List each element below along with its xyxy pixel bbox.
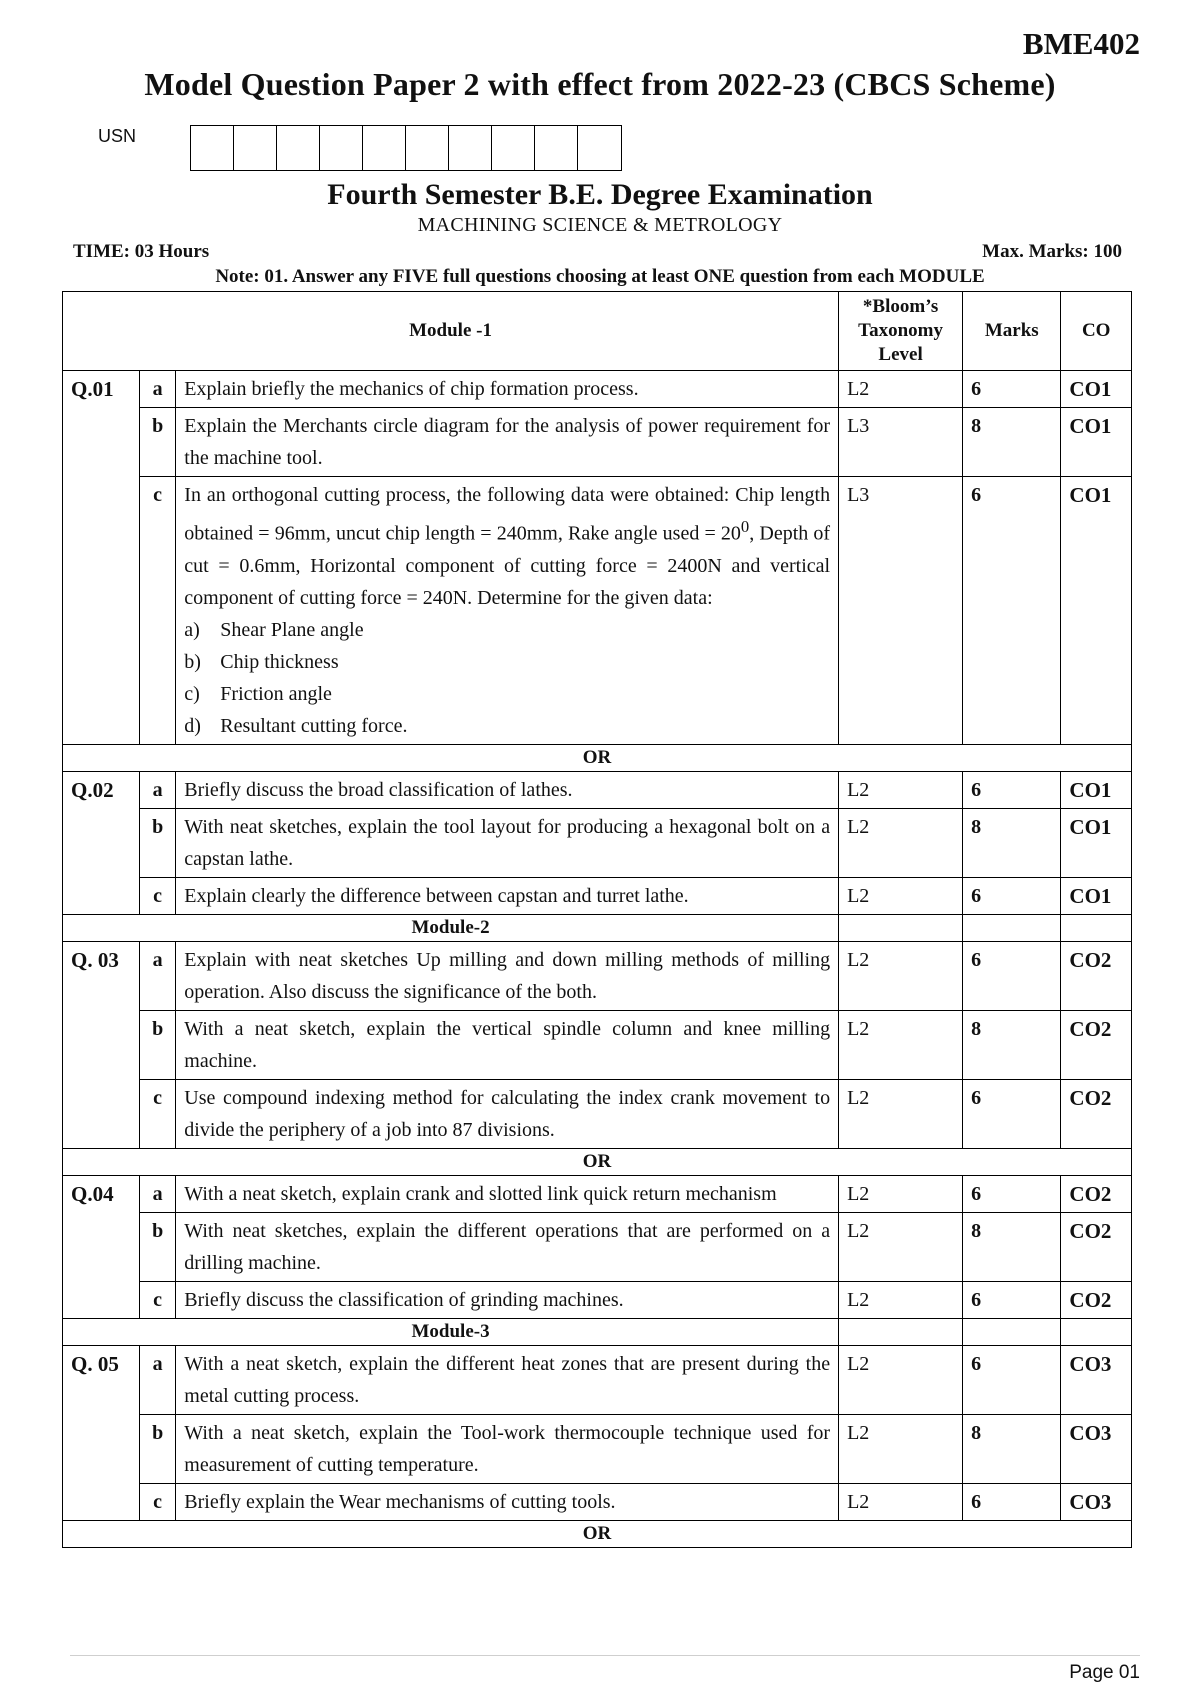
max-marks: Max. Marks: 100 [982, 241, 1122, 262]
usn-box[interactable] [234, 126, 277, 170]
sub-item-label: a) [184, 618, 200, 641]
sub-item-label: b) [184, 650, 201, 673]
sub-item-label: d) [184, 714, 201, 737]
table-row [63, 1212, 1132, 1281]
co-value: CO2 [1061, 1281, 1132, 1318]
part-label: b [139, 1010, 175, 1079]
degree-superscript: 0 [740, 517, 750, 536]
marks-value: 8 [963, 408, 1061, 477]
marks-value: 8 [963, 1212, 1061, 1281]
marks-value: 6 [963, 941, 1061, 1010]
part-label: b [139, 808, 175, 877]
table-header-row [63, 292, 1132, 371]
blooms-level: L2 [839, 771, 963, 808]
blooms-level: L2 [839, 1345, 963, 1414]
co-heading: CO [1061, 292, 1132, 371]
blooms-level: L2 [839, 941, 963, 1010]
co-value: CO1 [1061, 477, 1132, 745]
table-row [63, 1175, 1132, 1212]
marks-value: 8 [963, 1414, 1061, 1483]
part-label: c [139, 1483, 175, 1520]
or-separator: OR [63, 744, 1132, 771]
question-text: Explain briefly the mechanics of chip formation process. [176, 371, 839, 408]
table-row [63, 1414, 1132, 1483]
usn-box[interactable] [363, 126, 406, 170]
sub-item [184, 646, 830, 678]
marks-value: 6 [963, 877, 1061, 914]
page-number: Page 01 [1069, 1662, 1140, 1683]
module-row [63, 914, 1132, 941]
module-row [63, 1318, 1132, 1345]
or-separator: OR [63, 1520, 1132, 1547]
usn-box[interactable] [535, 126, 578, 170]
marks-value: 8 [963, 808, 1061, 877]
exam-time: TIME: 03 Hours [73, 241, 210, 262]
usn-box[interactable] [578, 126, 621, 170]
or-row [63, 1148, 1132, 1175]
part-label: a [139, 371, 175, 408]
question-text: Explain clearly the difference between capstan and turret lathe. [176, 877, 839, 914]
question-text [176, 477, 839, 745]
blooms-level: L2 [839, 1175, 963, 1212]
co-value: CO3 [1061, 1345, 1132, 1414]
empty-cell [839, 914, 963, 941]
table-row [63, 1281, 1132, 1318]
usn-box[interactable] [277, 126, 320, 170]
part-label: a [139, 941, 175, 1010]
table-row [63, 1010, 1132, 1079]
usn-label: USN [98, 126, 137, 146]
question-text: Briefly discuss the broad classification of lathes. [176, 771, 839, 808]
co-value: CO2 [1061, 1212, 1132, 1281]
question-text: Briefly explain the Wear mechanisms of cutting tools. [176, 1483, 839, 1520]
co-value: CO1 [1061, 771, 1132, 808]
co-value: CO1 [1061, 408, 1132, 477]
part-label: c [139, 477, 175, 745]
sub-item-text: Shear Plane angle [220, 618, 364, 641]
question-number: Q.01 [63, 371, 140, 745]
marks-value: 6 [963, 1079, 1061, 1148]
instructions-note: Note: 01. Answer any FIVE full questions choosing at least ONE question from each MODULE [215, 266, 985, 287]
part-label: c [139, 1079, 175, 1148]
blooms-level: L2 [839, 1079, 963, 1148]
co-value: CO2 [1061, 1175, 1132, 1212]
marks-value: 6 [963, 477, 1061, 745]
blooms-level: L2 [839, 1281, 963, 1318]
part-label: c [139, 877, 175, 914]
empty-cell [1061, 1318, 1132, 1345]
empty-cell [963, 914, 1061, 941]
usn-box[interactable] [191, 126, 234, 170]
question-text: With a neat sketch, explain the different heat zones that are present during the metal cutting process. [176, 1345, 839, 1414]
empty-cell [839, 1318, 963, 1345]
empty-cell [1061, 914, 1132, 941]
question-text: With neat sketches, explain the different operations that are performed on a drilling machine. [176, 1212, 839, 1281]
exam-name: Fourth Semester B.E. Degree Examination [327, 178, 873, 211]
marks-value: 6 [963, 1175, 1061, 1212]
usn-box[interactable] [406, 126, 449, 170]
table-row [63, 1079, 1132, 1148]
question-text-part: In an orthogonal cutting process, the following data were obtained: Chip length obtained = 96mm, uncut chip length = 240mm, Rake angle used = 20 [184, 484, 831, 545]
question-text: With a neat sketch, explain the Tool-work thermocouple technique used for measurement of cutting temperature. [176, 1414, 839, 1483]
marks-value: 6 [963, 1483, 1061, 1520]
table-row [63, 941, 1132, 1010]
co-value: CO1 [1061, 371, 1132, 408]
module-1-heading: Module -1 [63, 292, 839, 371]
part-label: a [139, 771, 175, 808]
part-label: b [139, 408, 175, 477]
table-row [63, 877, 1132, 914]
marks-value: 6 [963, 1345, 1061, 1414]
co-value: CO2 [1061, 1010, 1132, 1079]
marks-value: 8 [963, 1010, 1061, 1079]
question-text-part: , Depth of cut = 0.6mm, Horizontal component of cutting force = 2400N and vertical component of cutting force = 240N. Determine for the given data: [184, 522, 831, 609]
co-value: CO3 [1061, 1414, 1132, 1483]
question-text: Explain the Merchants circle diagram for the analysis of power requirement for the machine tool. [176, 408, 839, 477]
questions-table [62, 291, 1132, 1548]
blooms-level: L2 [839, 808, 963, 877]
marks-value: 6 [963, 1281, 1061, 1318]
co-value: CO3 [1061, 1483, 1132, 1520]
sub-item-text: Chip thickness [220, 650, 339, 673]
part-label: c [139, 1281, 175, 1318]
co-value: CO1 [1061, 808, 1132, 877]
part-label: a [139, 1345, 175, 1414]
sub-item [184, 710, 830, 742]
question-text: Explain with neat sketches Up milling and down milling methods of milling operation. Also discuss the significance of the both. [176, 941, 839, 1010]
question-text: With a neat sketch, explain the vertical spindle column and knee milling machine. [176, 1010, 839, 1079]
sub-item [184, 614, 830, 646]
co-value: CO2 [1061, 941, 1132, 1010]
co-value: CO2 [1061, 1079, 1132, 1148]
sub-item-text: Resultant cutting force. [220, 714, 408, 737]
footer-divider [70, 1655, 1140, 1656]
blooms-level: L2 [839, 1414, 963, 1483]
question-text: Use compound indexing method for calculating the index crank movement to divide the periphery of a job into 87 divisions. [176, 1079, 839, 1148]
blooms-level: L3 [839, 477, 963, 745]
course-code: BME402 [1022, 26, 1140, 61]
or-separator: OR [63, 1148, 1132, 1175]
question-text: Briefly discuss the classification of grinding machines. [176, 1281, 839, 1318]
question-text: With neat sketches, explain the tool layout for producing a hexagonal bolt on a capstan lathe. [176, 808, 839, 877]
question-number: Q.02 [63, 771, 140, 914]
blooms-level: L2 [839, 1483, 963, 1520]
subject-name: MACHINING SCIENCE & METROLOGY [417, 214, 783, 236]
part-label: b [139, 1414, 175, 1483]
table-row [63, 808, 1132, 877]
question-text: With a neat sketch, explain crank and slotted link quick return mechanism [176, 1175, 839, 1212]
usn-box[interactable] [449, 126, 492, 170]
part-label: a [139, 1175, 175, 1212]
blooms-level: L3 [839, 408, 963, 477]
blooms-level: L2 [839, 877, 963, 914]
usn-box[interactable] [320, 126, 363, 170]
or-row [63, 744, 1132, 771]
usn-boxes [190, 125, 622, 171]
table-row [63, 371, 1132, 408]
sub-item [184, 678, 830, 710]
table-row [63, 1483, 1132, 1520]
marks-heading: Marks [963, 292, 1061, 371]
blooms-level-heading: *Bloom’s Taxonomy Level [839, 292, 963, 371]
table-row [63, 408, 1132, 477]
co-value: CO1 [1061, 877, 1132, 914]
paper-title: Model Question Paper 2 with effect from 2022-23 (CBCS Scheme) [144, 66, 1056, 102]
module-2-heading: Module-2 [63, 914, 839, 941]
marks-value: 6 [963, 771, 1061, 808]
usn-box[interactable] [492, 126, 535, 170]
blooms-level: L2 [839, 1212, 963, 1281]
marks-value: 6 [963, 371, 1061, 408]
blooms-level: L2 [839, 1010, 963, 1079]
blooms-level: L2 [839, 371, 963, 408]
table-row [63, 477, 1132, 745]
sub-item-label: c) [184, 682, 200, 705]
question-number: Q. 05 [63, 1345, 140, 1520]
empty-cell [963, 1318, 1061, 1345]
module-3-heading: Module-3 [63, 1318, 839, 1345]
table-row [63, 1345, 1132, 1414]
part-label: b [139, 1212, 175, 1281]
question-number: Q. 03 [63, 941, 140, 1148]
or-row [63, 1520, 1132, 1547]
question-number: Q.04 [63, 1175, 140, 1318]
table-row [63, 771, 1132, 808]
sub-item-text: Friction angle [220, 682, 332, 705]
